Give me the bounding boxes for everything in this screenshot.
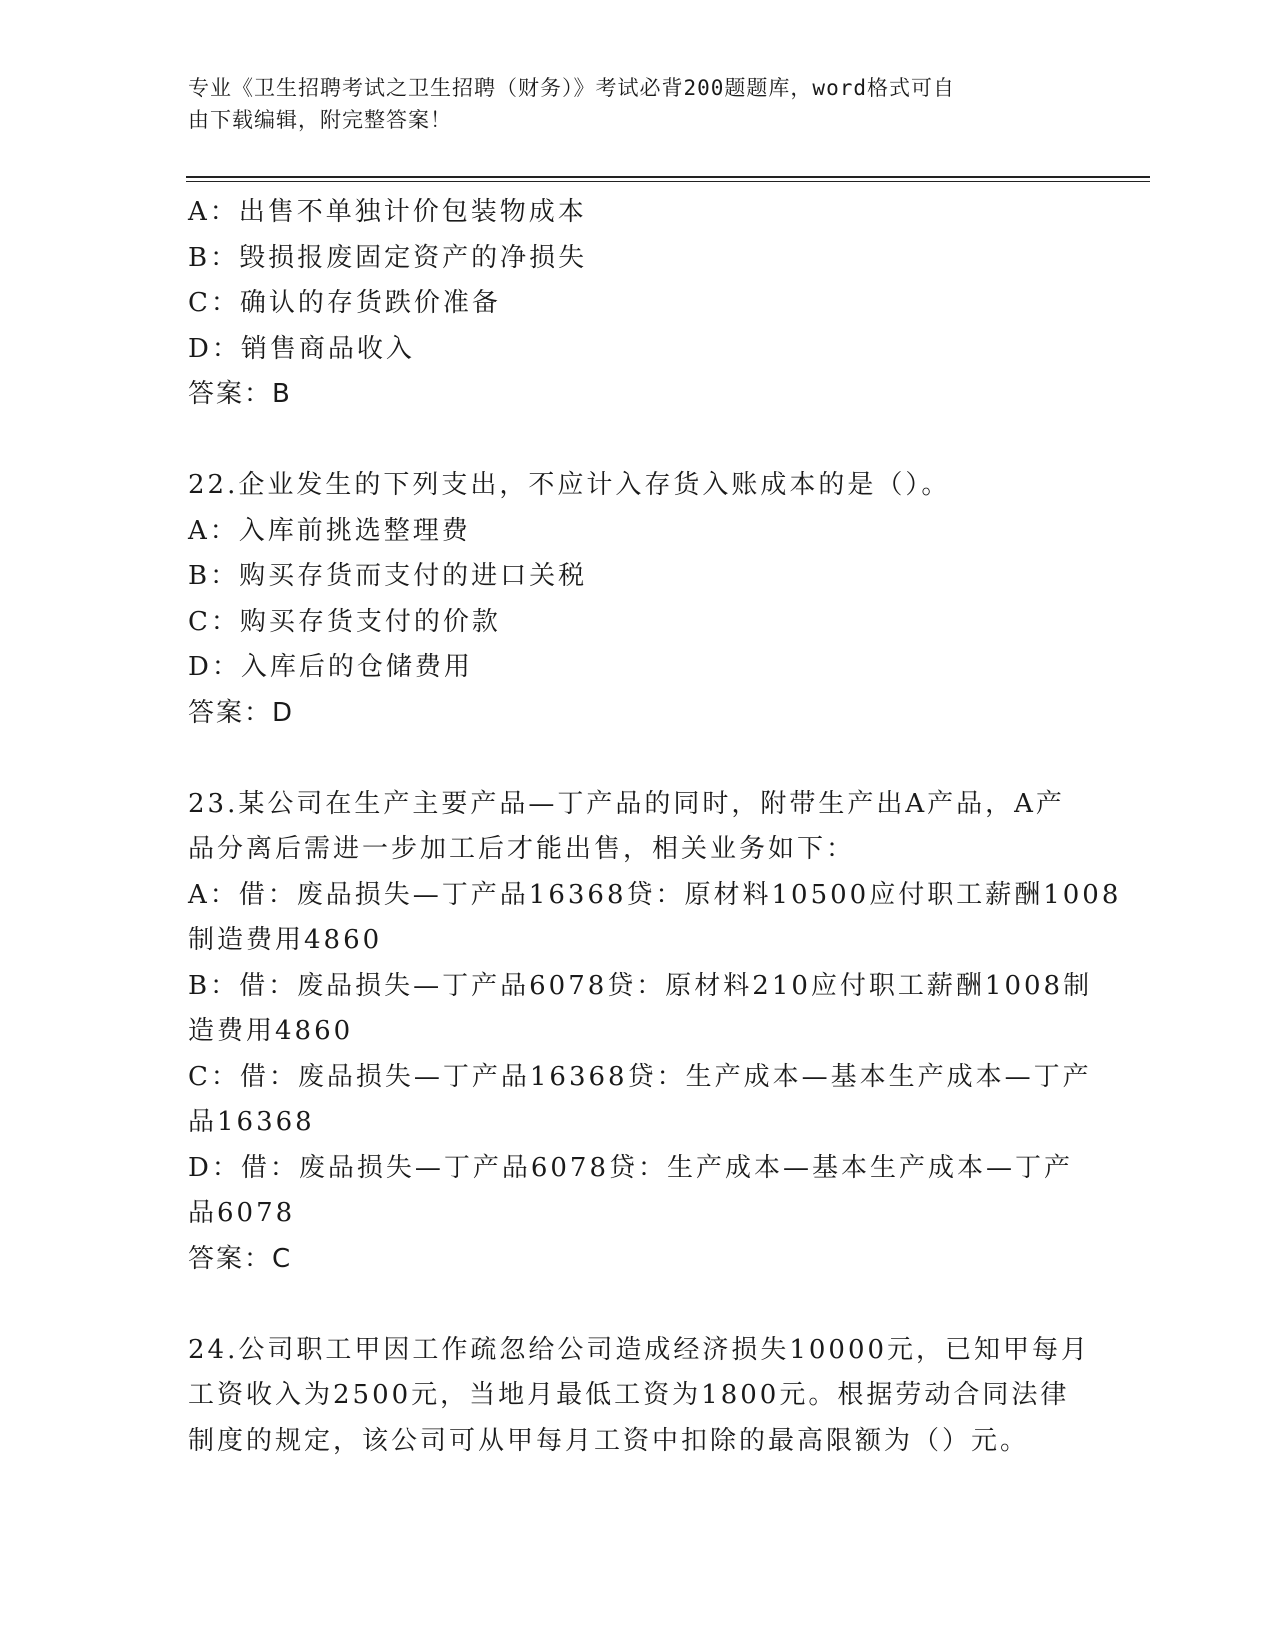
option-a-continued: 制造费用4860 <box>188 925 383 955</box>
option-d: D：借：废品损失—丁产品6078贷：生产成本—基本生产成本—丁产 <box>188 1152 1074 1183</box>
option-b-continued: 造费用4860 <box>188 1016 354 1046</box>
question-21 <box>188 190 1088 418</box>
document-header <box>188 72 1068 136</box>
option-b: B：毁损报废固定资产的净损失 <box>188 242 588 273</box>
question-text-line: 制度的规定，该公司可从甲每月工资中扣除的最高限额为（）元。 <box>188 1425 1030 1456</box>
option-a: A：借：废品损失—丁产品16368贷：原材料10500应付职工薪酬1008 <box>188 879 1122 910</box>
question-text-line: 工资收入为2500元，当地月最低工资为1800元。根据劳动合同法律 <box>188 1380 1070 1410</box>
question-text-line: 品分离后需进一步加工后才能出售，相关业务如下： <box>188 834 856 864</box>
spacer <box>188 418 1088 464</box>
option-b: B：借：废品损失—丁产品6078贷：原材料210应付职工薪酬1008制 <box>188 970 1093 1001</box>
spacer <box>188 1282 1088 1328</box>
option-d: D：入库后的仓储费用 <box>188 652 473 682</box>
question-text-line: 24.公司职工甲因工作疏忽给公司造成经济损失10000元，已知甲每月 <box>188 1334 1091 1365</box>
option-d: D：销售商品收入 <box>188 333 415 364</box>
option-c-continued: 品16368 <box>188 1107 315 1137</box>
question-list <box>188 190 1122 1464</box>
option-c: C：借：废品损失—丁产品16368贷：生产成本—基本生产成本—丁产 <box>188 1061 1092 1092</box>
option-c: C：购买存货支付的价款 <box>188 606 501 637</box>
answer: 答案：B <box>188 379 292 409</box>
option-a: A：出售不单独计价包装物成本 <box>188 197 587 227</box>
answer: 答案：D <box>188 697 295 728</box>
question-23 <box>188 782 1122 1283</box>
header-line-2: 由下载编辑，附完整答案！ <box>188 108 452 132</box>
header-line-1: 专业《卫生招聘考试之卫生招聘（财务）》考试必背200题题库，word格式可自 <box>188 76 955 100</box>
question-22 <box>188 463 1088 736</box>
option-c: C：确认的存货跌价准备 <box>188 288 501 318</box>
answer: 答案：C <box>188 1243 293 1274</box>
header-divider <box>186 176 1150 182</box>
option-a: A：入库前挑选整理费 <box>188 515 471 546</box>
option-b: B：购买存货而支付的进口关税 <box>188 561 588 591</box>
question-24 <box>188 1328 1091 1465</box>
question-text-line: 23.某公司在生产主要产品—丁产品的同时，附带生产出A产品，A产 <box>188 788 1065 819</box>
spacer <box>188 736 1088 782</box>
option-d-continued: 品6078 <box>188 1198 296 1228</box>
question-text: 22.企业发生的下列支出，不应计入存货入账成本的是（）。 <box>188 470 951 500</box>
